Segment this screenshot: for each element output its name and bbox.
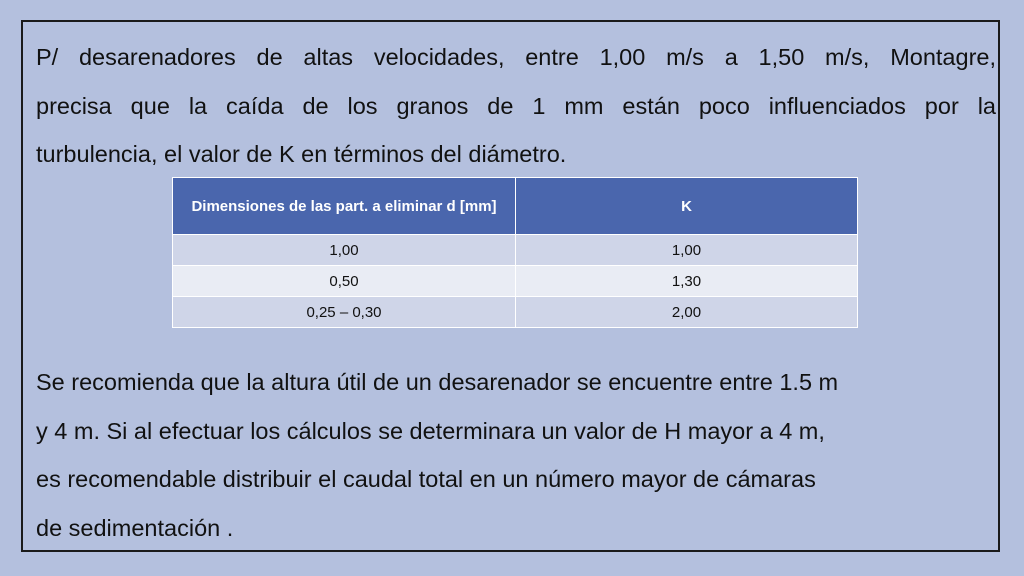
intro-line: precisa que la caída de los granos de 1 mm están poco influenciados por la (36, 92, 996, 119)
table-row (173, 297, 858, 328)
recommendation-line: de sedimentación . (36, 514, 234, 541)
intro-line: turbulencia, el valor de K en términos del diámetro. (36, 141, 567, 167)
recommendation-line: es recomendable distribuir el caudal total en un número mayor de cámaras (36, 466, 816, 492)
cell-k: 1,30 (516, 266, 858, 297)
header-k: K (516, 178, 858, 235)
recommendation-line: Se recomienda que la altura útil de un desarenador se encuentre entre 1.5 m (36, 369, 839, 395)
cell-diameter: 0,50 (173, 266, 516, 297)
k-values-table (172, 177, 858, 328)
recommendation-line: y 4 m. Si al efectuar los cálculos se determinara un valor de H mayor a 4 m, (36, 417, 825, 444)
cell-diameter: 1,00 (173, 235, 516, 266)
table-row (173, 266, 858, 297)
table-header-row (173, 178, 858, 235)
cell-k: 1,00 (516, 235, 858, 266)
recommendation-paragraph (36, 358, 996, 552)
header-particle-dimensions: Dimensiones de las part. a eliminar d [mm] (173, 178, 516, 235)
table-row (173, 235, 858, 266)
cell-diameter: 0,25 – 0,30 (173, 297, 516, 328)
intro-line: P/ desarenadores de altas velocidades, entre 1,00 m/s a 1,50 m/s, Montagre, (36, 44, 996, 70)
intro-paragraph (36, 33, 996, 179)
cell-k: 2,00 (516, 297, 858, 328)
